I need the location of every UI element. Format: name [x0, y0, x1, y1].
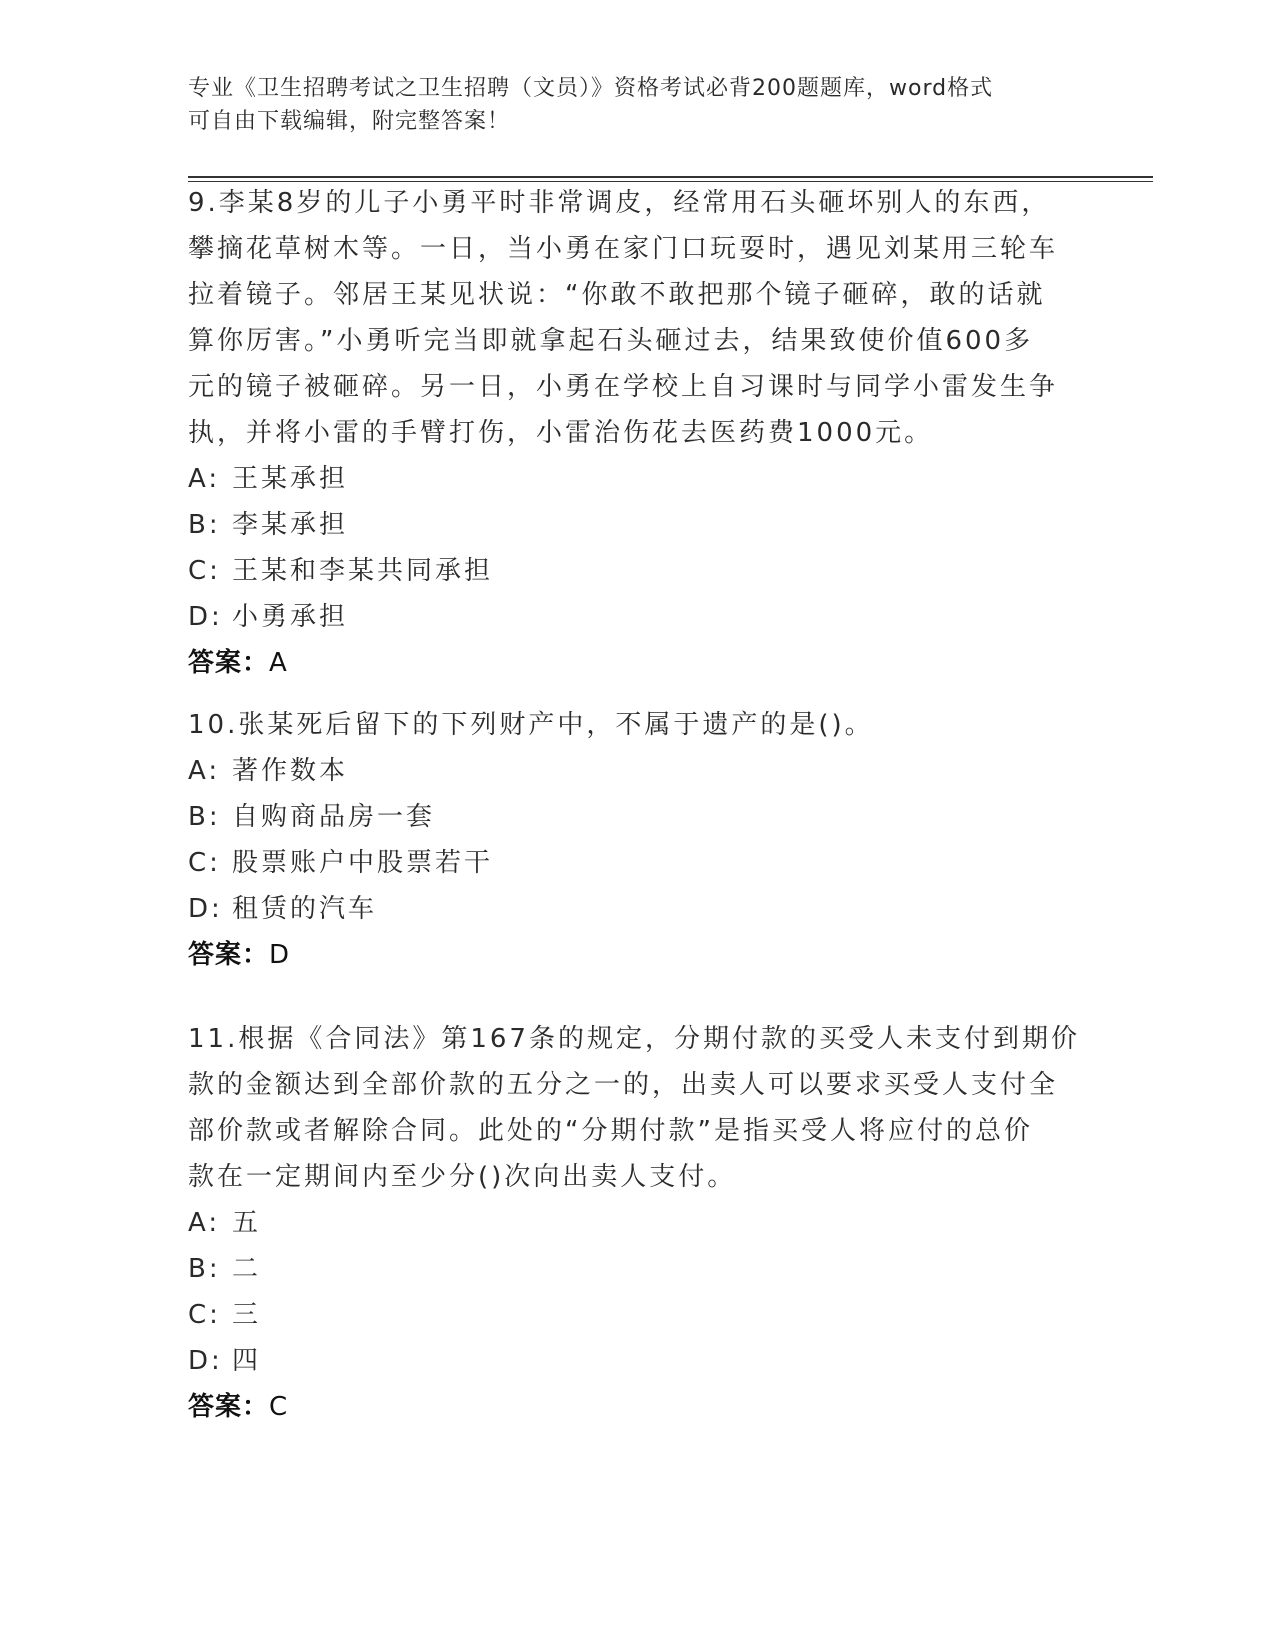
- question-stem-line: 攀摘花草树木等。一日，当小勇在家门口玩耍时，遇见刘某用三轮车: [188, 234, 1059, 264]
- option-b: [188, 1246, 1088, 1292]
- option-a: [188, 456, 1088, 502]
- option-d: [188, 594, 1088, 640]
- option-letter: A:: [188, 1208, 221, 1238]
- question-stem-line: 11.根据《合同法》第167条的规定，分期付款的买受人未支付到期价: [188, 1024, 1080, 1054]
- option-c: [188, 840, 1088, 886]
- question-11: [188, 1016, 1088, 1430]
- option-text: 三: [232, 1300, 262, 1330]
- option-text: 自购商品房一套: [232, 802, 436, 832]
- header-divider-thick: [188, 176, 1153, 178]
- question-9: [188, 180, 1088, 686]
- option-text: 王某和李某共同承担: [232, 556, 494, 586]
- question-stem-line: 9.李某8岁的儿子小勇平时非常调皮，经常用石头砸坏别人的东西，: [188, 188, 1051, 218]
- option-d: [188, 886, 1088, 932]
- option-text: 小勇承担: [232, 602, 349, 632]
- option-letter: C:: [188, 848, 221, 878]
- answer: [188, 640, 1088, 686]
- option-letter: D:: [188, 1346, 223, 1376]
- option-letter: D:: [188, 894, 223, 924]
- option-letter: C:: [188, 556, 221, 586]
- question-10: [188, 702, 1088, 978]
- header-line-1: 专业《卫生招聘考试之卫生招聘（文员）》资格考试必背200题题库，word格式: [188, 76, 994, 101]
- question-stem-line: 款在一定期间内至少分()次向出卖人支付。: [188, 1162, 737, 1192]
- option-a: [188, 1200, 1088, 1246]
- question-stem-line: 算你厉害。”小勇听完当即就拿起石头砸过去，结果致使价值600多: [188, 326, 1034, 356]
- option-d: [188, 1338, 1088, 1384]
- option-text: 五: [232, 1208, 262, 1238]
- question-stem-line: 执，并将小雷的手臂打伤，小雷治伤花去医药费1000元。: [188, 418, 934, 448]
- option-text: 二: [232, 1254, 262, 1284]
- option-letter: D:: [188, 602, 223, 632]
- answer: [188, 1384, 1088, 1430]
- question-stem-line: 部价款或者解除合同。此处的“分期付款”是指买受人将应付的总价: [188, 1116, 1033, 1146]
- answer: [188, 932, 1088, 978]
- answer-value: A: [269, 648, 288, 678]
- option-a: [188, 748, 1088, 794]
- answer-value: C: [269, 1392, 289, 1422]
- option-letter: B:: [188, 802, 221, 832]
- question-stem-line: 10.张某死后留下的下列财产中，不属于遗产的是()。: [188, 710, 874, 740]
- option-text: 王某承担: [232, 464, 349, 494]
- option-letter: B:: [188, 1254, 221, 1284]
- option-text: 李某承担: [232, 510, 349, 540]
- option-b: [188, 502, 1088, 548]
- question-stem-line: 拉着镜子。邻居王某见状说：“你敢不敢把那个镜子砸碎，敢的话就: [188, 280, 1046, 310]
- answer-label: 答案：: [188, 1392, 270, 1422]
- option-letter: C:: [188, 1300, 221, 1330]
- header-line-2: 可自由下载编辑，附完整答案！: [188, 109, 511, 134]
- answer-label: 答案：: [188, 648, 270, 678]
- question-stem-line: 元的镜子被砸碎。另一日，小勇在学校上自习课时与同学小雷发生争: [188, 372, 1059, 402]
- option-text: 著作数本: [232, 756, 349, 786]
- answer-label: 答案：: [188, 940, 270, 970]
- option-text: 四: [232, 1346, 262, 1376]
- option-text: 租赁的汽车: [232, 894, 378, 924]
- option-text: 股票账户中股票若干: [232, 848, 494, 878]
- answer-value: D: [269, 940, 291, 970]
- option-letter: A:: [188, 756, 221, 786]
- question-stem-line: 款的金额达到全部价款的五分之一的，出卖人可以要求买受人支付全: [188, 1070, 1059, 1100]
- option-c: [188, 548, 1088, 594]
- option-letter: A:: [188, 464, 221, 494]
- option-c: [188, 1292, 1088, 1338]
- document-header: [188, 72, 1088, 138]
- option-b: [188, 794, 1088, 840]
- option-letter: B:: [188, 510, 221, 540]
